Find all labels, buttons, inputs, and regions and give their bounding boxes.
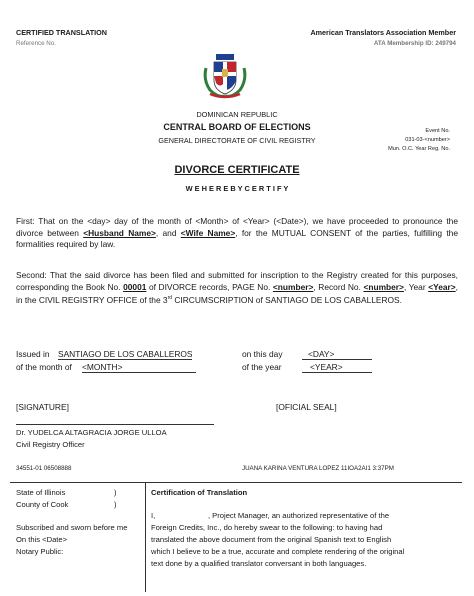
ata-membership-id: ATA Membership ID: 249794 — [373, 40, 456, 47]
certification-line-3: translated the above document from the original Spanish text to English — [151, 535, 392, 544]
issued-in-label: Issued in — [16, 349, 50, 359]
ordinal-suffix: rd — [167, 295, 173, 302]
day-label: on this day — [242, 349, 283, 359]
event-code: 031-03-<number> — [405, 137, 450, 143]
certification-title: Certification of Translation — [151, 488, 248, 497]
country-name: DOMINICAN REPUBLIC — [196, 110, 278, 119]
signature-line — [16, 424, 214, 425]
second-text-3: , Record No. — [313, 281, 364, 292]
first-text-1: First: That on the <day> day of the month of <Month> of <Year> (<Date>), we have proceeded to pronounce the divorce between — [16, 216, 458, 238]
second-text-2: of DIVORCE records, PAGE No. — [146, 281, 273, 292]
notary-public-label: Notary Public: — [16, 547, 64, 556]
notary-county-paren: ) — [114, 500, 117, 509]
certification-line-1: I, , Project Manager, an authorized representative of the — [151, 511, 390, 520]
second-text-1: Second: That the said divorce has been filed and submitted for inscription to the Registry created for this purposes, corresponding the Book No. — [16, 270, 458, 292]
ata-member-title: American Translators Association Member — [310, 28, 456, 37]
document-title: DIVORCE CERTIFICATE — [174, 164, 300, 176]
document-code: 34551-01 06508888 — [16, 465, 72, 472]
event-number-label: Event No. — [425, 128, 450, 134]
directorate-name: GENERAL DIRECTORATE OF CIVIL REGISTRY — [158, 136, 316, 145]
notary-county: County of Cook — [16, 500, 69, 509]
first-text-3: , for the MUTUAL CONSENT of the parties, fulfilling the formalities required by law. — [16, 227, 458, 250]
box-divider — [145, 482, 146, 592]
record-number: <number> — [363, 281, 404, 292]
notary-date: On this <Date> — [16, 535, 68, 544]
wife-name-placeholder: <Wife Name> — [180, 227, 236, 238]
book-number: 00001 — [123, 281, 147, 292]
issued-day: <DAY> — [302, 349, 372, 360]
issuer-stamp-code: JUANA KARINA VENTURA LOPEZ 11IOA2AI1 3:37PM — [242, 465, 394, 472]
first-paragraph — [16, 216, 458, 251]
month-label: of the month of — [16, 362, 72, 372]
document-subtitle: W E H E R E B Y C E R T I F Y — [185, 184, 289, 193]
second-text-6: CIRCUMSCRIPTION of SANTIAGO DE LOS CABALLEROS. — [172, 294, 402, 305]
officer-title: Civil Registry Officer — [16, 440, 85, 449]
issued-month: <MONTH> — [82, 362, 196, 373]
board-name: CENTRAL BOARD OF ELECTIONS — [163, 122, 311, 132]
second-text-4: , Year — [403, 281, 429, 292]
municipal-registry-number: Mun. O.C. Year Reg. No. — [388, 146, 450, 152]
issued-year: <YEAR> — [302, 362, 372, 373]
notary-state-paren: ) — [114, 488, 117, 497]
official-seal-placeholder: [OFICIAL SEAL] — [276, 402, 337, 412]
second-paragraph — [16, 270, 458, 307]
issued-place: SANTIAGO DE LOS CABALLEROS — [58, 349, 193, 359]
notary-sworn: Subscribed and sworn before me — [16, 523, 128, 532]
signature-placeholder: [SIGNATURE] — [16, 402, 69, 412]
certification-line-5: text done by a qualified translator conversant in both languages. — [151, 559, 367, 568]
officer-name: Dr. YUDELCA ALTAGRACIA JORGE ULLOA — [16, 428, 167, 437]
second-text-5: , in the CIVIL REGISTRY OFFICE of the 3 — [16, 281, 458, 305]
coat-of-arms-emblem — [202, 50, 248, 100]
page-number: <number> — [272, 281, 314, 292]
certification-line-2: Foreign Credits, Inc., do hereby swear to the following: to having had — [151, 523, 383, 532]
husband-name-placeholder: <Husband Name> — [83, 227, 156, 238]
box-top-border — [10, 482, 462, 483]
certification-line-4: which I believe to be a true, accurate and complete rendering of the original — [151, 547, 405, 556]
year-label: of the year — [242, 362, 282, 372]
record-year: <Year> — [428, 281, 456, 292]
first-text-2: , and — [155, 227, 181, 238]
reference-number-label: Reference No. — [16, 40, 56, 47]
notary-state: State of Illinois — [16, 488, 66, 497]
certified-translation-title: CERTIFIED TRANSLATION — [16, 28, 107, 37]
